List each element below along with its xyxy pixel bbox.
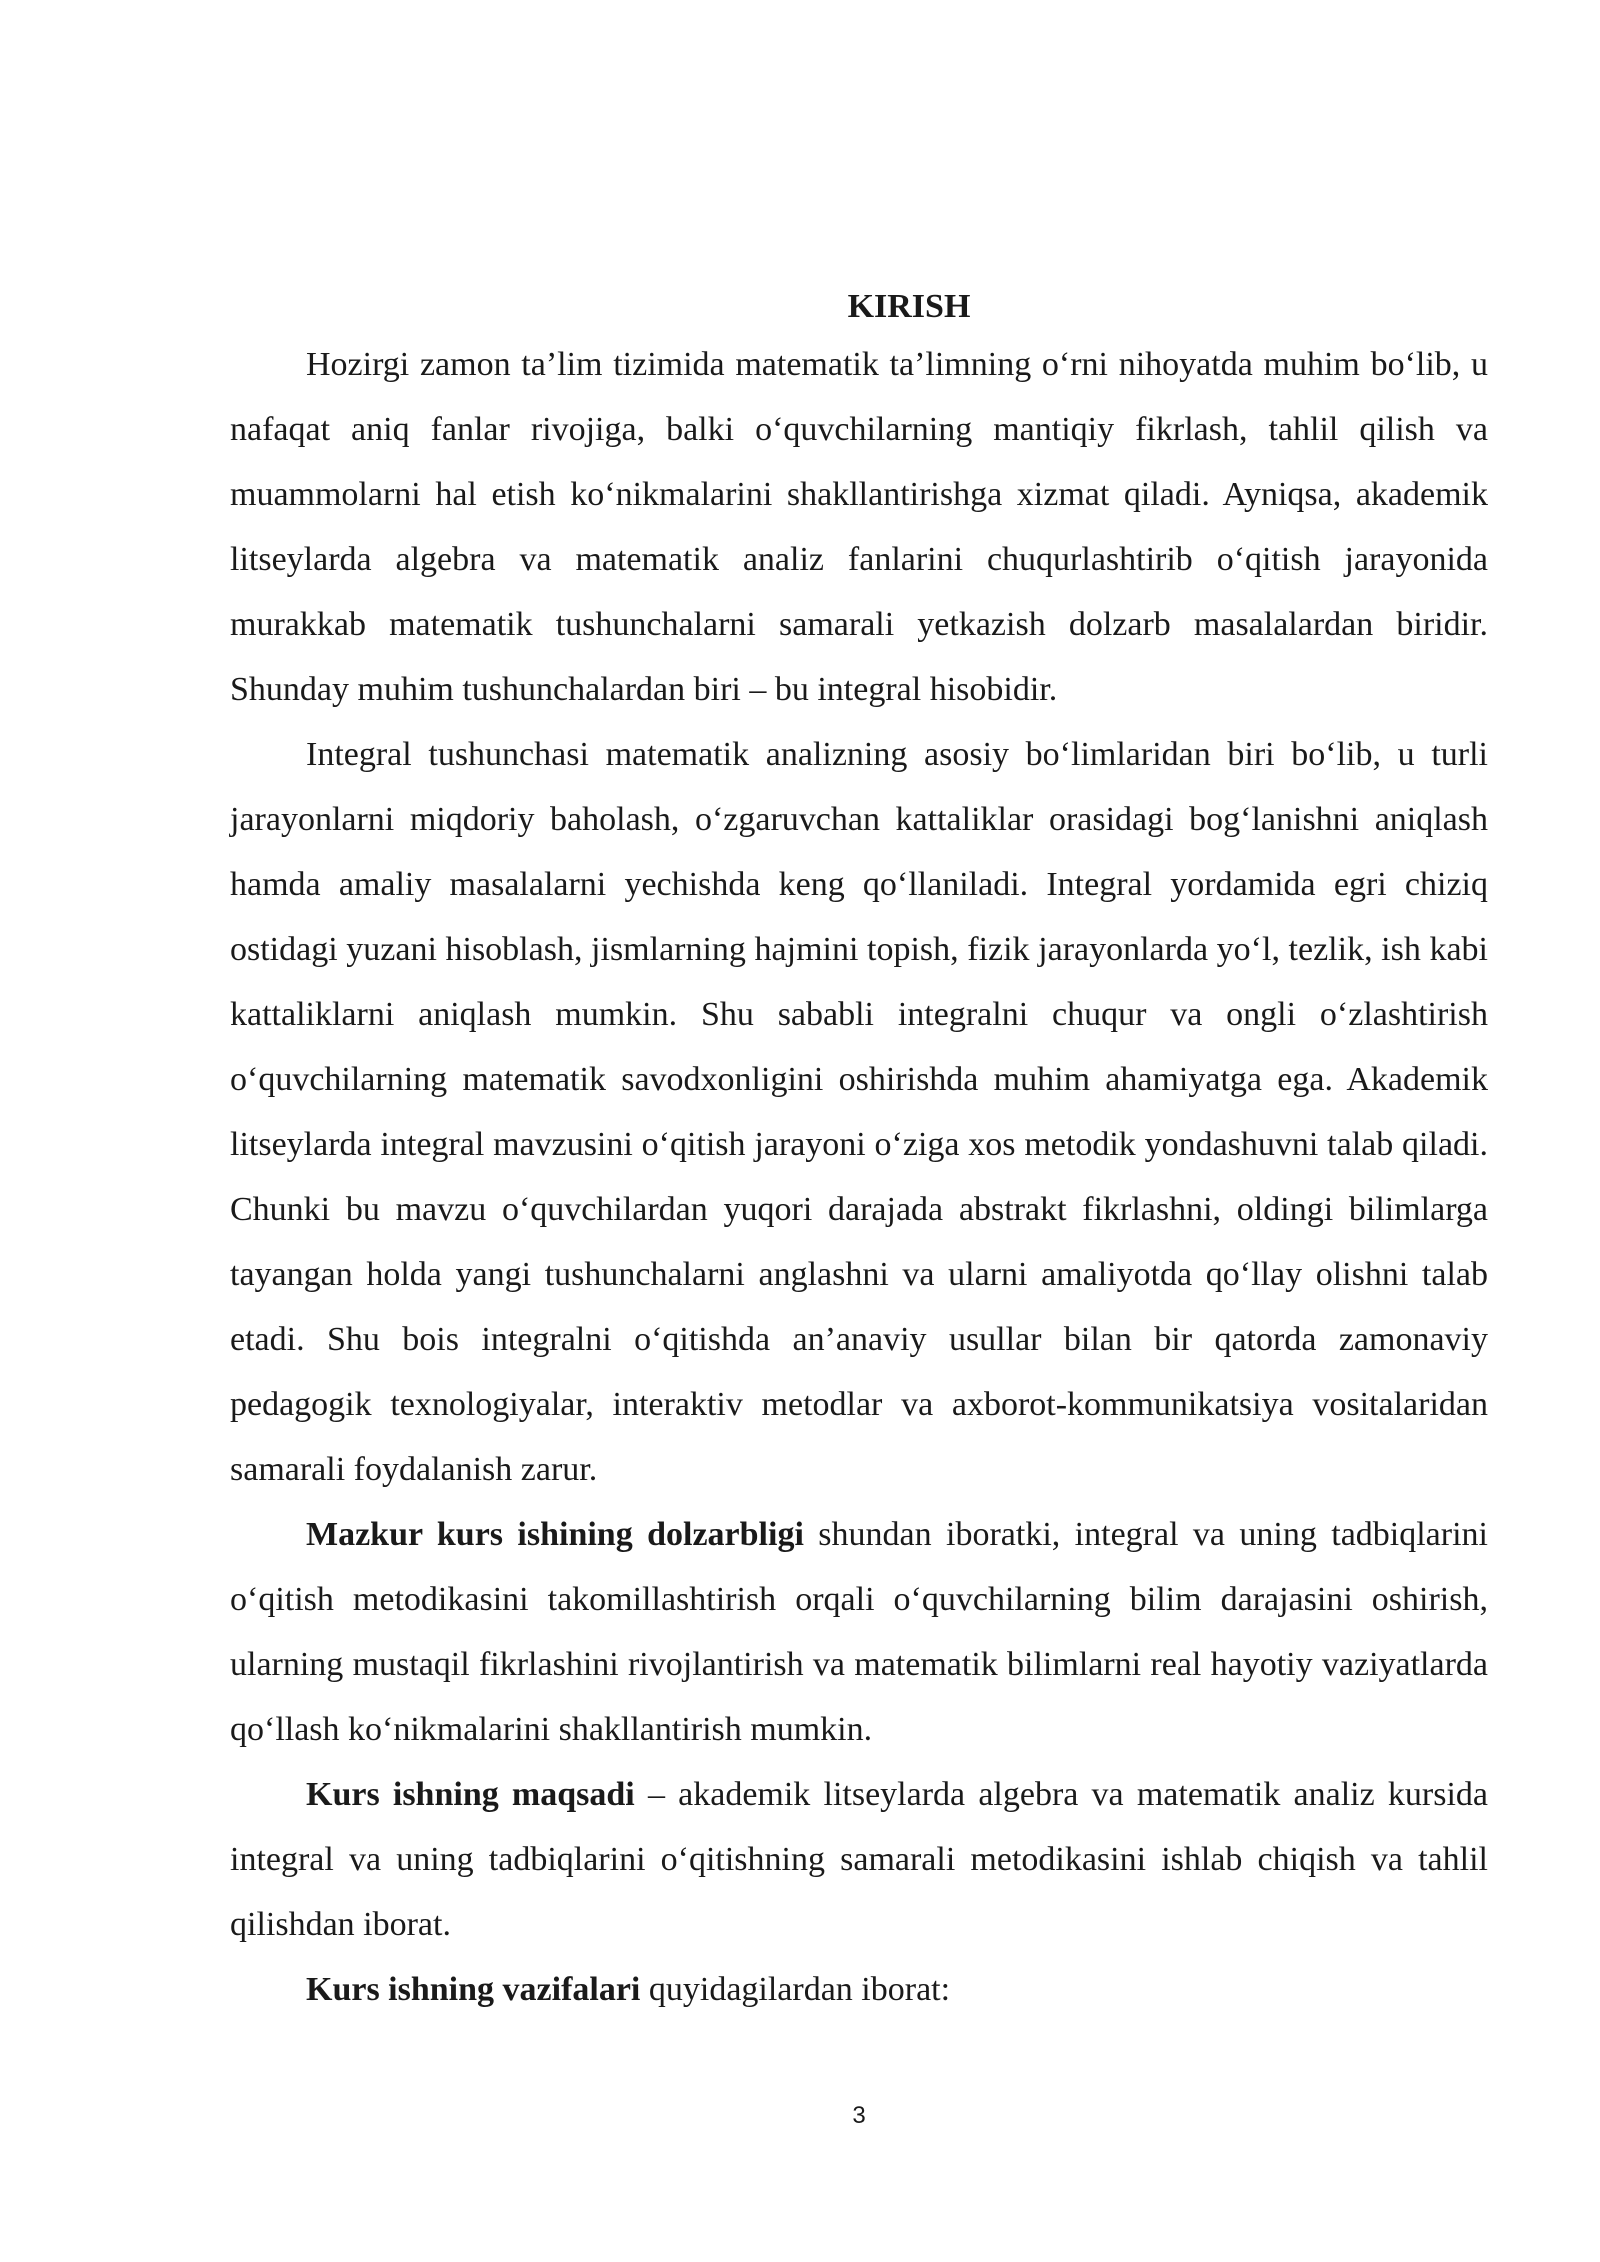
goal-paragraph	[230, 1762, 1488, 1957]
tasks-paragraph	[230, 1957, 1488, 2022]
page-number: 3	[852, 2102, 866, 2129]
integral-paragraph: Integral tushunchasi matematik analizning asosiy bo‘limlaridan biri bo‘lib, u turli jarayonlarni miqdoriy baholash, o‘zgaruvchan kattaliklar orasidagi bog‘lanishni aniqlash hamda amaliy masalalarni yechishda keng qo‘llaniladi. Integral yordamida egri chiziq ostidagi yuzani hisoblash, jismlarning hajmini topish, fizik jarayonlarda yo‘l, tezlik, ish kabi kattaliklarni aniqlash mumkin. Shu sababli integralni chuqur va ongli o‘zlashtirish o‘quvchilarning matematik savodxonligini oshirishda muhim ahamiyatga ega. Akademik litseylarda integral mavzusini o‘qitish jarayoni o‘ziga xos metodik yondashuvni talab qiladi. Chunki bu mavzu o‘quvchilardan yuqori darajada abstrakt fikrlashni, oldingi bilimlarga tayangan holda yangi tushunchalarni anglashni va ularni amaliyotda qo‘llay olishni talab etadi. Shu bois integralni o‘qitishda an’anaviy usullar bilan bir qatorda zamonaviy pedagogik texnologiyalar, interaktiv metodlar va axborot-kommunikatsiya vositalaridan samarali foydalanish zarur.	[230, 736, 1488, 1488]
goal-text: – akademik litseylarda algebra va matematik analiz kursida integral va uning tadbiqlarini o‘qitishning samarali metodikasini ishlab chiqish va tahlil qilishdan iborat.	[230, 1776, 1488, 1943]
document-body	[230, 282, 1488, 2022]
relevance-text: shundan iboratki, integral va uning tadbiqlarini o‘qitish metodikasini takomillashtirish orqali o‘quvchilarning bilim darajasini oshirish, ularning mustaqil fikrlashini rivojlantirish va matematik bilimlarni real hayotiy vaziyatlarda qo‘llash ko‘nikmalarini shakllantirish mumkin.	[230, 1516, 1488, 1748]
goal-heading: Kurs ishning maqsadi	[306, 1776, 635, 1813]
tasks-heading: Kurs ishning vazifalari	[306, 1971, 641, 2008]
relevance-paragraph	[230, 1502, 1488, 1762]
section-title: KIRISH	[847, 288, 971, 325]
relevance-heading: Mazkur kurs ishining dolzarbligi	[306, 1516, 804, 1553]
tasks-text: quyidagilardan iborat:	[640, 1971, 951, 2008]
intro-paragraph: Hozirgi zamon ta’lim tizimida matematik ta’limning o‘rni nihoyatda muhim bo‘lib, u nafaqat aniq fanlar rivojiga, balki o‘quvchilarning mantiqiy fikrlash, tahlil qilish va muammolarni hal etish ko‘nikmalarini shakllantirishga xizmat qiladi. Ayniqsa, akademik litseylarda algebra va matematik analiz fanlarini chuqurlashtirib o‘qitish jarayonida murakkab matematik tushunchalarni samarali yetkazish dolzarb masalalardan biridir. Shunday muhim tushunchalardan biri – bu integral hisobidir.	[230, 346, 1488, 708]
